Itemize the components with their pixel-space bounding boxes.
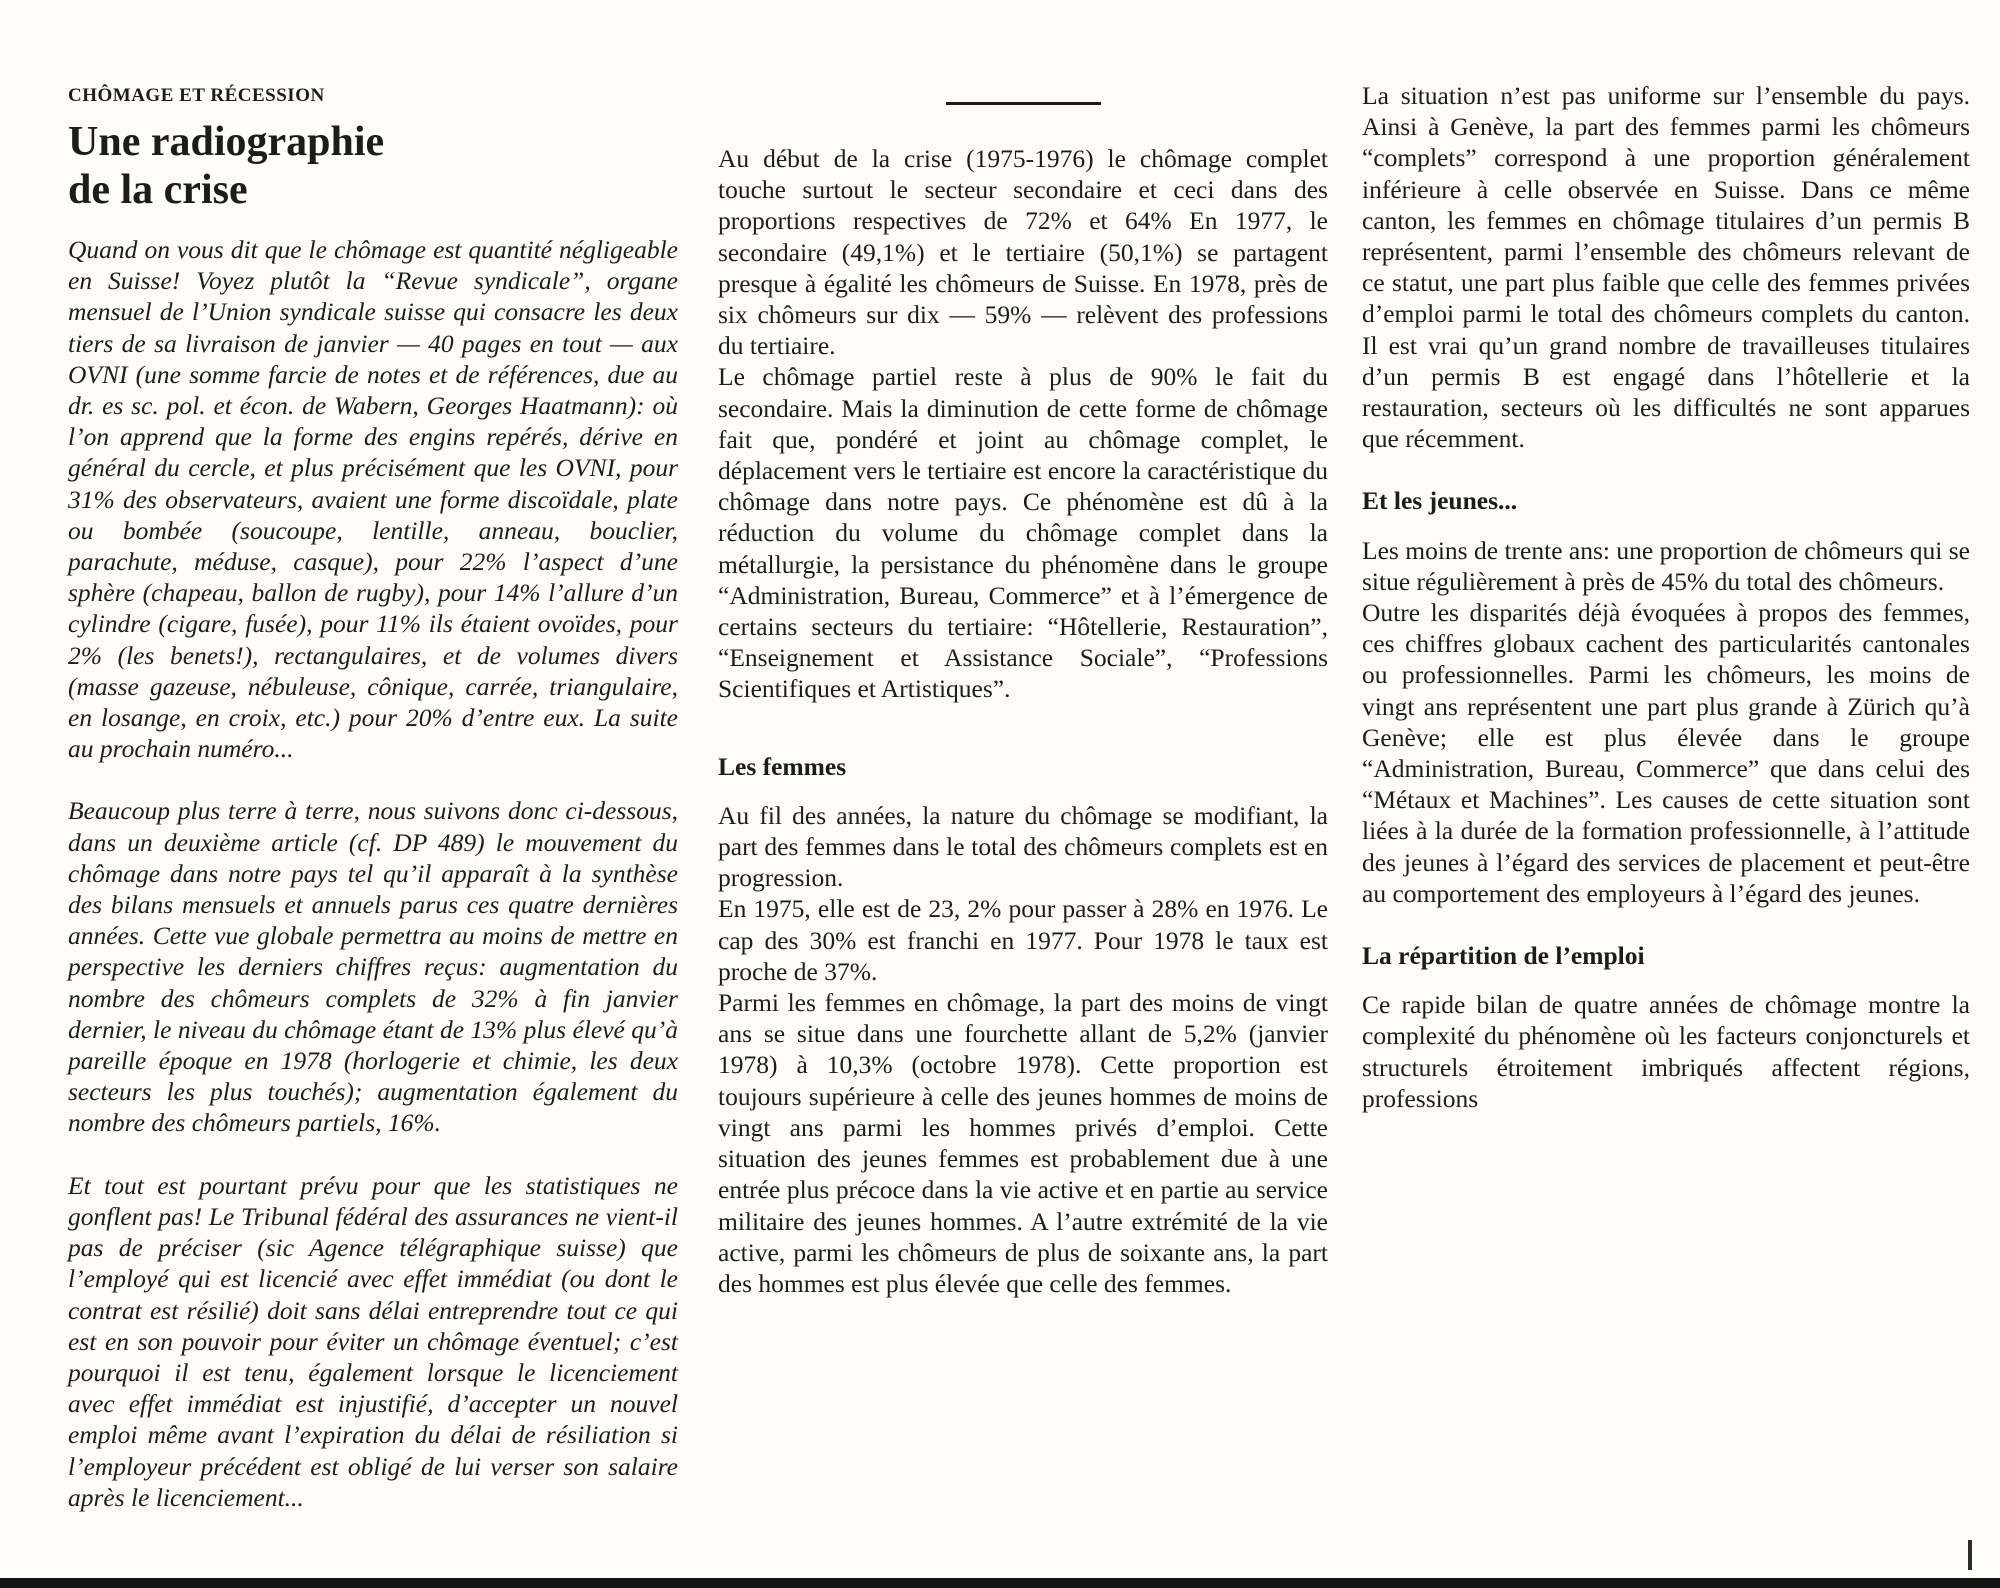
section-title-emploi: La répartition de l’emploi bbox=[1362, 941, 1645, 971]
body-paragraph-1: Au début de la crise (1975-1976) le chômage complet touche surtout le secteur secondaire et ceci dans des proportions respectives de 72% et 64% En 1977, le secondaire (49,1%) et le tertiaire (50,1%) se partagent presque à égalité les chômeurs de Suisse. En 1978, près de six chômeurs sur dix — 59% — relèvent des professions du tertiaire. bbox=[718, 144, 1328, 361]
jeunes-paragraph-2: Outre les disparités déjà évoquées à propos des femmes, ces chiffres globaux cachent des particularités cantonales ou professionnelles. Parmi les chômeurs, les moins de vingt ans représentent une part plus grande à Zürich qu’à Genève; elle est plus élevée dans le groupe “Administration, Bureau, Commerce” que dans celui des “Métaux et Machines”. Les causes de cette situation sont liées à la durée de la formation professionnelle, à l’attitude des jeunes à l’égard des services de placement et peut-être au comportement des employeurs à l’égard des jeunes. bbox=[1362, 598, 1970, 908]
article-kicker: CHÔMAGE ET RÉCESSION bbox=[68, 85, 325, 106]
intro-paragraph-3: Et tout est pourtant prévu pour que les statistiques ne gonflent pas! Le Tribunal fédéral des assurances ne vient-il pas de préciser (sic Agence télégraphique suisse) que l’employé qui est licencié avec effet immédiat (ou dont le contrat est résilié) doit sans délai entreprendre tout ce qui est en son pouvoir pour éviter un chômage éventuel; c’est pourquoi il est tenu, également lorsque le licenciement avec effet immédiat est injustifié, d’accepter un nouvel emploi même avant l’expiration du délai de résiliation si l’employeur précédent est obligé de lui verser son salaire après le licenciement... bbox=[68, 1170, 678, 1512]
jeunes-paragraph-1: Les moins de trente ans: une proportion de chômeurs qui se situe régulièrement à près de 45% du total des chômeurs. bbox=[1362, 535, 1970, 596]
column-3 bbox=[1362, 80, 1970, 1114]
intro-paragraph-1: Quand on vous dit que le chômage est quantité négligeable en Suisse! Voyez plutôt la “Revue syndicale”, organe mensuel de l’Union syndicale suisse qui consacre les deux tiers de sa livraison de janvier — 40 pages en tout — aux OVNI (une somme farcie de notes et de références, due au dr. es sc. pol. et écon. de Wabern, Georges Haatmann): où l’on apprend que la forme des engins repérés, dérive en général du cercle, et plus précisément que les OVNI, pour 31% des observateurs, avaient une forme discoïdale, plate ou bombée (soucoupe, lentille, anneau, bouclier, parachute, méduse, casque), pour 22% l’aspect d’une sphère (chapeau, ballon de rugby), pour 14% l’allure d’un cylindre (cigare, fusée), pour 11% ils étaient ovoïdes, pour 2% (les benets!), rectangulaires, et de volumes divers (masse gazeuse, nébuleuse, cônique, carrée, triangulaire, en losange, en croix, etc.) pour 20% d’entre eux. La suite au prochain numéro... bbox=[68, 235, 678, 764]
femmes-paragraph-4: La situation n’est pas uniforme sur l’ensemble du pays. Ainsi à Genève, la part des femmes parmi les chômeurs “complets” correspond à une proportion généralement inférieure à celle observée en Suisse. Dans ce même canton, les femmes en chômage titulaires d’un permis B représentent, parmi l’ensemble des chômeurs relevant de ce statut, une part plus faible que celle des femmes privées d’emploi parmi le total des chômeurs complets du canton. Il est vrai qu’un grand nombre de travailleuses titulaires d’un permis B est engagé dans l’hôtellerie et la restauration, secteurs où les difficultés ne sont apparues que récemment. bbox=[1362, 81, 1970, 454]
body-paragraph-2: Le chômage partiel reste à plus de 90% le fait du secondaire. Mais la diminution de cette forme de chômage fait que, pondéré et joint au chômage complet, le déplacement vers le tertiaire est encore la caractéristique du chômage dans notre pays. Ce phénomène est dû à la réduction du volume du chômage complet dans la métallurgie, la persistance du phénomène dans le groupe “Administration, Bureau, Commerce” et à l’émergence de certains secteurs du tertiaire: “Hôtellerie, Restauration”, “Enseignement et Assistance Sociale”, “Professions Scientifiques et Artistiques”. bbox=[718, 362, 1328, 704]
femmes-paragraph-3: Parmi les femmes en chômage, la part des moins de vingt ans se situe dans une fourchette allant de 5,2% (janvier 1978) à 10,3% (octobre 1978). Cette proportion est toujours supérieure à celle des jeunes hommes de moins de vingt ans parmi les hommes privés d’emploi. Cette situation des jeunes femmes est probablement due à une entrée plus précoce dans la vie active et en partie au service militaire des jeunes hommes. A l’autre extrémité de la vie active, parmi les chômeurs de plus de soixante ans, la part des hommes est plus élevée que celle des femmes. bbox=[718, 988, 1328, 1298]
article-headline bbox=[68, 118, 678, 214]
page-bottom-border bbox=[0, 1578, 2000, 1588]
emploi-paragraph-1: Ce rapide bilan de quatre années de chômage montre la complexité du phénomène où les facteurs conjoncturels et structurels étroitement imbriqués affectent régions, professions bbox=[1362, 990, 1970, 1113]
column-1 bbox=[68, 80, 678, 1513]
page-edge-mark bbox=[1968, 1540, 1972, 1570]
headline-line-1: Une radiographie bbox=[68, 119, 385, 165]
section-title-femmes: Les femmes bbox=[718, 751, 847, 781]
femmes-paragraph-1: Au fil des années, la nature du chômage se modifiant, la part des femmes dans le total des chômeurs complets est en progression. bbox=[718, 800, 1328, 893]
headline-line-2: de la crise bbox=[68, 167, 248, 213]
femmes-paragraph-2: En 1975, elle est de 23, 2% pour passer à 28% en 1976. Le cap des 30% est franchi en 1977. Pour 1978 le taux est proche de 37%. bbox=[718, 894, 1328, 986]
section-divider-rule bbox=[946, 102, 1101, 105]
section-title-jeunes: Et les jeunes... bbox=[1362, 486, 1518, 516]
column-2 bbox=[718, 80, 1328, 1299]
intro-paragraph-2: Beaucoup plus terre à terre, nous suivons donc ci-dessous, dans un deuxième article (cf. DP 489) le mouvement du chômage dans notre pays tel qu’il apparaît à la synthèse des bilans mensuels et annuels parus ces quatre dernières années. Cette vue globale permettra au moins de mettre en perspective les derniers chiffres reçus: augmentation du nombre des chômeurs complets de 32% à fin janvier dernier, le niveau du chômage étant de 13% plus élevé qu’à pareille époque en 1978 (horlogerie et chimie, les deux secteurs les plus touchés); augmentation également du nombre des chômeurs partiels, 16%. bbox=[68, 796, 678, 1138]
